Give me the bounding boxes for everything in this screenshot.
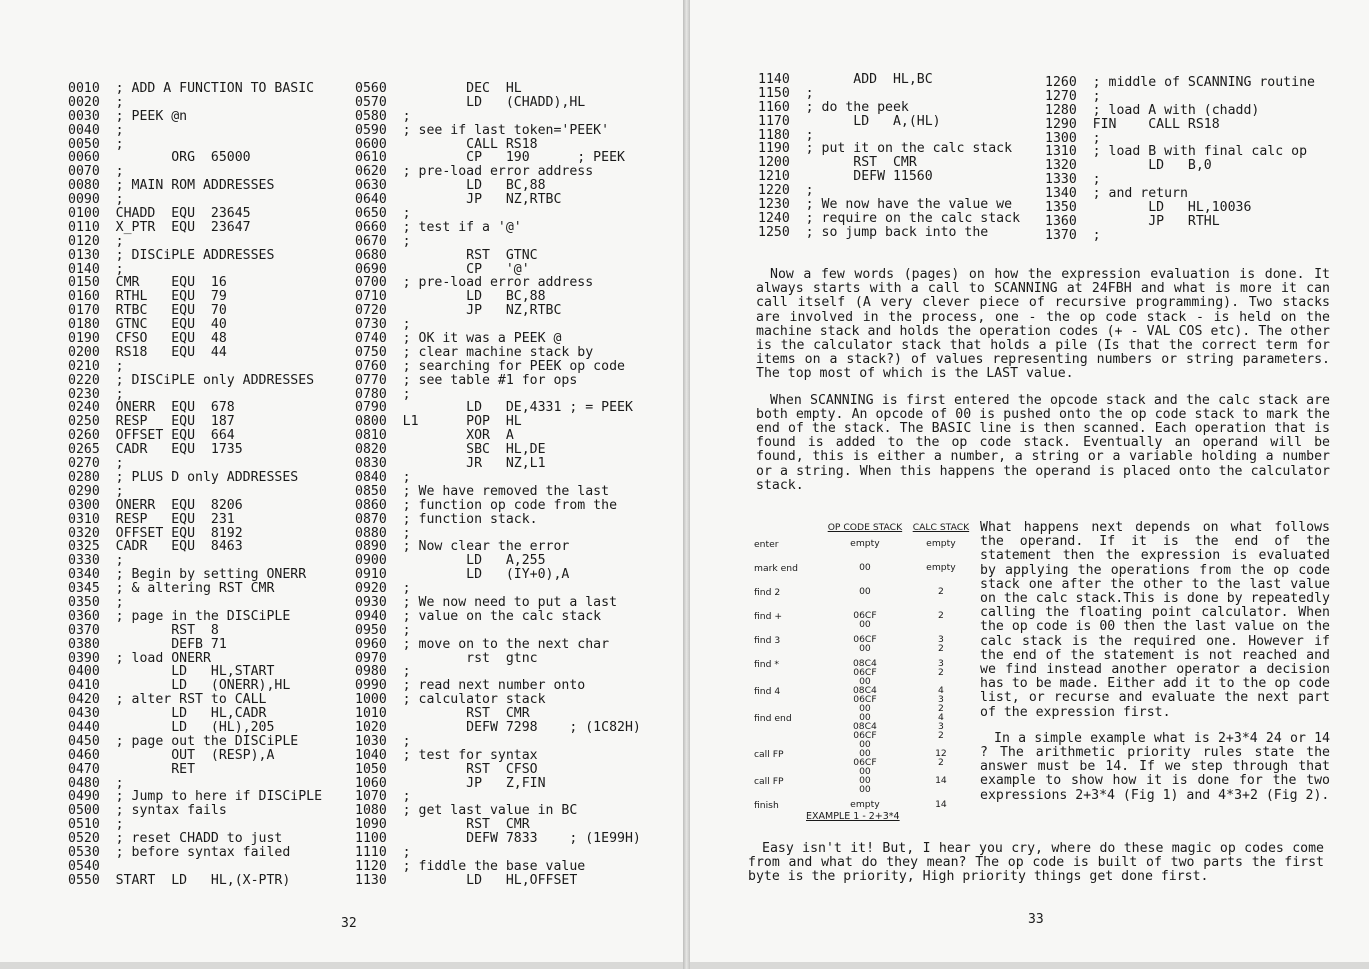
paragraph-simple-example: In a simple example what is 2+3*4 24 or 14 ? The arithmetic priority rules state the answer must be 14. If we step through that example to show how it is done for the two expressions 2+3*4 (Fig 1) and 4*3+2 (Fig 2). (980, 730, 1330, 803)
code-line: 1180 ; (758, 127, 814, 143)
code-line: 1240 ; require on the calc stack (758, 210, 1021, 226)
code-line: 1270 ; (1045, 88, 1101, 104)
code-line: 0590 ; see if last token='PEEK' (355, 122, 610, 138)
stack-entry: 00 (859, 703, 871, 714)
code-line: 0600 CALL RS18 (355, 136, 538, 152)
code-line: 0670 ; (355, 233, 411, 249)
code-line: 0550 START LD HL,(X-PTR) (68, 872, 291, 888)
stack-entry: 3 (937, 658, 944, 669)
stack-entry: 4 (937, 685, 944, 696)
code-line: 0390 ; load ONERR (68, 650, 211, 666)
stack-entry: 00 (859, 784, 871, 795)
example-step-label: call FP (754, 749, 784, 760)
code-line: 0540 (68, 858, 100, 874)
code-line: 1170 LD A,(HL) (758, 113, 941, 129)
stack-entry: 00 (859, 775, 871, 786)
example-row (752, 659, 974, 686)
stack-entry: 06CF (853, 634, 877, 645)
code-listing-column-4 (1045, 76, 1315, 243)
code-line: 1020 DEFW 7298 ; (1C82H) (355, 719, 641, 735)
code-line: 0470 RET (68, 761, 196, 777)
calc-stack-cell (908, 686, 974, 713)
example-step-label: find 2 (754, 587, 781, 598)
calc-stack-cell (908, 611, 974, 635)
stack-entry: 06CF (853, 667, 877, 678)
calc-stack-cell (908, 713, 974, 749)
stack-entry: empty (926, 562, 956, 573)
page-number-right: 33 (1028, 912, 1044, 927)
stack-entry: 2 (937, 643, 944, 654)
example-row (752, 713, 974, 749)
code-line: 0580 ; (355, 108, 411, 124)
code-line: 0120 ; (68, 233, 124, 249)
code-line: 1250 ; so jump back into the (758, 224, 989, 240)
code-line: 0020 ; (68, 94, 124, 110)
code-line: 0900 LD A,255 (355, 553, 546, 569)
code-line: 0860 ; function op code from the (355, 497, 618, 513)
code-line: 1030 ; (355, 733, 411, 749)
example-1-table (752, 522, 974, 824)
stack-entry: 2 (937, 757, 944, 768)
stack-entry: 00 (859, 676, 871, 687)
code-line: 0160 RTHL EQU 79 (68, 289, 227, 305)
code-line: 0830 JR NZ,L1 (355, 456, 546, 472)
stack-entry: 14 (935, 775, 947, 786)
code-line: 0650 ; (355, 206, 411, 222)
code-line: 0890 ; Now clear the error (355, 539, 570, 555)
code-line: 0030 ; PEEK @n (68, 108, 188, 124)
code-line: 0260 OFFSET EQU 664 (68, 428, 235, 444)
stack-entry: 3 (937, 634, 944, 645)
code-line: 0850 ; We have removed the last (355, 483, 610, 499)
paragraph-what-happens-next: What happens next depends on what follows the operand. If it is the end of the statement then the expression is evaluated by applying the operations from the op code stack one after the other to the last value on the calc stack.This is done by repeatedly calling the floating point calculator. When the op code is 00 then the last value on the calc stack is the required one. However if the end of the statement is not reached and we find instead another operator a decision has to be made. Either add it to the op code list, or recurse and evaluate the next part of the expression first. (980, 520, 1330, 720)
stack-entry: 2 (937, 610, 944, 621)
code-line: 0570 LD (CHADD),HL (355, 94, 586, 110)
code-line: 1280 ; load A with (chadd) (1045, 102, 1260, 118)
code-line: 0100 CHADD EQU 23645 (68, 206, 251, 222)
code-line: 0730 ; (355, 317, 411, 333)
code-line: 0520 ; reset CHADD to just (68, 831, 283, 847)
code-line: 0920 ; (355, 581, 411, 597)
left-page (0, 0, 683, 962)
code-line: 1110 ; (355, 844, 411, 860)
code-line: 0510 ; (68, 817, 124, 833)
calc-stack-cell (908, 749, 974, 776)
code-line: 0430 LD HL,CADR (68, 706, 267, 722)
code-line: 0950 ; (355, 622, 411, 638)
stack-entry: 3 (937, 694, 944, 705)
code-line: 1340 ; and return (1045, 186, 1188, 202)
paragraph-op-codes: Easy isn't it! But, I hear you cry, where do these magic op codes come from and what do they mean? The op code is built of two parts the first byte is the priority, High priority things get done first. (748, 841, 1324, 885)
code-line: 0340 ; Begin by setting ONERR (68, 567, 307, 583)
example-step-label: call FP (754, 776, 784, 787)
example-caption: EXAMPLE 1 - 2+3*4 (806, 811, 900, 822)
calc-stack-cell (908, 587, 974, 611)
code-line: 0560 DEC HL (355, 81, 522, 96)
example-step-label: find 3 (754, 635, 781, 646)
op-code-stack-cell (822, 659, 908, 686)
code-line: 0180 GTNC EQU 40 (68, 317, 227, 333)
stack-entry: empty (850, 799, 880, 810)
stack-entry: 00 (859, 712, 871, 723)
code-line: 0680 RST GTNC (355, 247, 538, 263)
code-line: 0930 ; We now need to put a last (355, 594, 618, 610)
op-code-stack-cell (822, 686, 908, 713)
code-line: 1200 RST CMR (758, 155, 917, 171)
stack-entry: 00 (859, 643, 871, 654)
stack-entry: 06CF (853, 757, 877, 768)
code-line: 0370 RST 8 (68, 622, 219, 638)
code-line: 0780 ; (355, 386, 411, 402)
stack-entry: 14 (935, 799, 947, 810)
code-line: 1260 ; middle of SCANNING routine (1045, 75, 1315, 90)
example-step-label: find end (754, 713, 792, 724)
code-line: 0770 ; see table #1 for ops (355, 372, 578, 388)
code-line: 0810 XOR A (355, 428, 514, 444)
right-page (690, 0, 1369, 962)
code-line: 0265 CADR EQU 1735 (68, 442, 243, 458)
code-line: 0170 RTBC EQU 70 (68, 303, 227, 319)
example-row (752, 563, 974, 587)
code-line: 0800 L1 POP HL (355, 414, 522, 430)
code-line: 0060 ORG 65000 (68, 150, 251, 166)
example-step-label: find + (754, 611, 783, 622)
code-line: 0880 ; (355, 525, 411, 541)
code-listing-column-1 (68, 82, 322, 888)
stack-entry: 06CF (853, 610, 877, 621)
code-line: 0640 JP NZ,RTBC (355, 192, 562, 208)
code-line: 0620 ; pre-load error address (355, 164, 594, 180)
calc-stack-cell (908, 659, 974, 686)
op-code-stack-cell (822, 587, 908, 611)
code-line: 0490 ; Jump to here if DISCiPLE (68, 789, 323, 805)
code-line: 0010 ; ADD A FUNCTION TO BASIC (68, 81, 315, 96)
code-line: 0840 ; (355, 469, 411, 485)
prose-block-3 (748, 842, 1324, 897)
stack-entry: 00 (859, 619, 871, 630)
code-line: 0290 ; (68, 483, 124, 499)
code-line: 1330 ; (1045, 172, 1101, 188)
example-row (752, 686, 974, 713)
example-step-label: find 4 (754, 686, 781, 697)
code-line: 0710 LD BC,88 (355, 289, 546, 305)
code-line: 0700 ; pre-load error address (355, 275, 594, 291)
code-line: 0870 ; function stack. (355, 511, 538, 527)
prose-block-1 (756, 268, 1330, 505)
code-line: 1000 ; calculator stack (355, 692, 546, 708)
code-line: 0210 ; (68, 358, 124, 374)
code-line: 0250 RESP EQU 187 (68, 414, 235, 430)
code-line: 0280 ; PLUS D only ADDRESSES (68, 469, 299, 485)
code-line: 0200 RS18 EQU 44 (68, 344, 227, 360)
code-line: 1090 RST CMR (355, 817, 530, 833)
example-row (752, 635, 974, 659)
code-line: 1350 LD HL,10036 (1045, 200, 1252, 216)
op-code-stack-cell (822, 713, 908, 749)
code-line: 1290 FIN CALL RS18 (1045, 116, 1220, 132)
code-line: 0960 ; move on to the next char (355, 636, 610, 652)
code-line: 0190 CFSO EQU 48 (68, 331, 227, 347)
code-line: 0310 RESP EQU 231 (68, 511, 235, 527)
code-line: 0420 ; alter RST to CALL (68, 692, 267, 708)
code-line: 1370 ; (1045, 227, 1101, 243)
code-line: 1310 ; load B with final calc op (1045, 144, 1308, 160)
code-line: 1060 JP Z,FIN (355, 775, 546, 791)
stack-entry: 06CF (853, 694, 877, 705)
code-line: 0070 ; (68, 164, 124, 180)
code-line: 1360 JP RTHL (1045, 213, 1220, 229)
code-line: 1150 ; (758, 85, 814, 101)
calc-stack-cell (908, 563, 974, 587)
stack-entry: 08C4 (852, 721, 877, 732)
stack-entry: 4 (937, 712, 944, 723)
code-line: 0760 ; searching for PEEK op code (355, 358, 625, 374)
code-line: 0220 ; DISCiPLE only ADDRESSES (68, 372, 315, 388)
example-step-label: finish (754, 800, 779, 811)
stack-entry: 2 (937, 703, 944, 714)
code-line: 1130 LD HL,OFFSET (355, 872, 578, 888)
code-line: 0790 LD DE,4331 ; = PEEK (355, 400, 633, 416)
stack-entry: 08C4 (852, 685, 877, 696)
op-code-stack-cell (822, 539, 908, 563)
example-row (752, 587, 974, 611)
code-line: 0130 ; DISCiPLE ADDRESSES (68, 247, 275, 263)
stack-entry: 12 (935, 748, 947, 759)
code-line: 0500 ; syntax fails (68, 803, 227, 819)
calc-stack-cell (908, 635, 974, 659)
code-line: 0330 ; (68, 553, 124, 569)
op-code-stack-header: OP CODE STACK (827, 522, 903, 533)
example-row (752, 611, 974, 635)
code-line: 0460 OUT (RESP),A (68, 747, 275, 763)
code-line: 0480 ; (68, 775, 124, 791)
code-line: 0990 ; read next number onto (355, 678, 586, 694)
code-line: 0910 LD (IY+0),A (355, 567, 570, 583)
op-code-stack-cell (822, 776, 908, 800)
code-line: 1220 ; (758, 183, 814, 199)
op-code-stack-cell (822, 749, 908, 776)
op-code-stack-cell (822, 635, 908, 659)
code-line: 0090 ; (68, 192, 124, 208)
code-line: 0320 OFFSET EQU 8192 (68, 525, 243, 541)
code-line: 0940 ; value on the calc stack (355, 608, 602, 624)
op-code-stack-cell (822, 611, 908, 635)
stack-entry: 2 (937, 730, 944, 741)
example-row (752, 539, 974, 563)
stack-entry: 00 (859, 766, 871, 777)
code-line: 0630 LD BC,88 (355, 178, 546, 194)
stack-entry: 00 (859, 586, 871, 597)
calc-stack-cell (908, 800, 974, 824)
code-line: 0970 rst gtnc (355, 650, 538, 666)
prose-block-2 (980, 521, 1330, 815)
calc-stack-header: CALC STACK (912, 522, 970, 533)
code-line: 0050 ; (68, 136, 124, 152)
code-line: 0400 LD HL,START (68, 664, 275, 680)
page-number-left: 32 (341, 916, 357, 931)
code-line: 0080 ; MAIN ROM ADDRESSES (68, 178, 275, 194)
code-line: 0530 ; before syntax failed (68, 844, 291, 860)
code-line: 0300 ONERR EQU 8206 (68, 497, 243, 513)
stack-entry: 00 (859, 739, 871, 750)
code-line: 0720 JP NZ,RTBC (355, 303, 562, 319)
stack-entry: 2 (937, 586, 944, 597)
code-line: 0150 CMR EQU 16 (68, 275, 227, 291)
stack-entry: 00 (859, 748, 871, 759)
code-line: 0450 ; page out the DISCiPLE (68, 733, 299, 749)
example-step-label: mark end (754, 563, 798, 574)
stack-entry: 00 (859, 562, 871, 573)
stack-entry: 3 (937, 721, 944, 732)
code-line: 0660 ; test if a '@' (355, 219, 522, 235)
code-listing-column-3 (758, 73, 1020, 240)
code-line: 0270 ; (68, 456, 124, 472)
code-line: 1140 ADD HL,BC (758, 72, 933, 87)
code-line: 0690 CP '@' (355, 261, 530, 277)
code-line: 0610 CP 190 ; PEEK (355, 150, 625, 166)
code-line: 0350 ; (68, 594, 124, 610)
code-line: 0410 LD (ONERR),HL (68, 678, 291, 694)
calc-stack-cell (908, 776, 974, 800)
code-line: 0360 ; page in the DISCiPLE (68, 608, 291, 624)
code-line: 0040 ; (68, 122, 124, 138)
code-listing-column-2 (355, 82, 641, 888)
code-line: 1230 ; We now have the value we (758, 197, 1013, 213)
book-spine (683, 0, 690, 969)
code-line: 1040 ; test for syntax (355, 747, 538, 763)
code-line: 1160 ; do the peek (758, 99, 909, 115)
code-line: 0230 ; (68, 386, 124, 402)
code-line: 1120 ; fiddle the base value (355, 858, 586, 874)
code-line: 1010 RST CMR (355, 706, 530, 722)
paragraph-scanning-intro: Now a few words (pages) on how the expression evaluation is done. It always starts with a call to SCANNING at 24FBH and what is more it can call itself (A very clever piece of recursive programming). Two stacks are involved in the process, one - the op code stack - is held on the machine stack and holds the operation codes (+ - VAL COS etc). The other is the calculator stack that holds a pile (Is that the correct term for items on a stack?) of values representing numbers or string parameters. The top most of which is the LAST value. (756, 267, 1330, 382)
code-line: 1190 ; put it on the calc stack (758, 141, 1013, 157)
code-line: 0820 SBC HL,DE (355, 442, 546, 458)
code-line: 1320 LD B,0 (1045, 158, 1212, 174)
code-line: 0345 ; & altering RST CMR (68, 581, 275, 597)
calc-stack-cell (908, 539, 974, 563)
code-line: 1050 RST CFSO (355, 761, 538, 777)
stack-entry: empty (850, 538, 880, 549)
stack-entry: 06CF (853, 730, 877, 741)
code-line: 1300 ; (1045, 130, 1101, 146)
code-line: 0750 ; clear machine stack by (355, 344, 594, 360)
code-line: 0110 X_PTR EQU 23647 (68, 219, 251, 235)
code-line: 1100 DEFW 7833 ; (1E99H) (355, 831, 641, 847)
stack-entry: 2 (937, 667, 944, 678)
stack-entry: empty (926, 538, 956, 549)
code-line: 0980 ; (355, 664, 411, 680)
code-line: 0440 LD (HL),205 (68, 719, 275, 735)
paragraph-scanning-entry: When SCANNING is first entered the opcode stack and the calc stack are both empty. An opcode of 00 is pushed onto the op code stack to mark the end of the stack. The BASIC line is then scanned. Each operation that is found is added to the op code stack. Eventually an operand will be found, this is either a number, a string or a variable holding a number or a string. When this happens the operand is placed onto the calculator stack. (756, 392, 1330, 493)
code-line: 0325 CADR EQU 8463 (68, 539, 243, 555)
stack-entry: 08C4 (852, 658, 877, 669)
code-line: 0380 DEFB 71 (68, 636, 227, 652)
op-code-stack-cell (822, 563, 908, 587)
example-row (752, 749, 974, 776)
code-line: 0140 ; (68, 261, 124, 277)
example-step-label: find * (754, 659, 779, 670)
code-line: 1080 ; get last value in BC (355, 803, 578, 819)
example-step-label: enter (754, 539, 779, 550)
example-row (752, 776, 974, 800)
code-line: 0240 ONERR EQU 678 (68, 400, 235, 416)
code-line: 1210 DEFW 11560 (758, 169, 933, 185)
code-line: 0740 ; OK it was a PEEK @ (355, 331, 562, 347)
code-line: 1070 ; (355, 789, 411, 805)
